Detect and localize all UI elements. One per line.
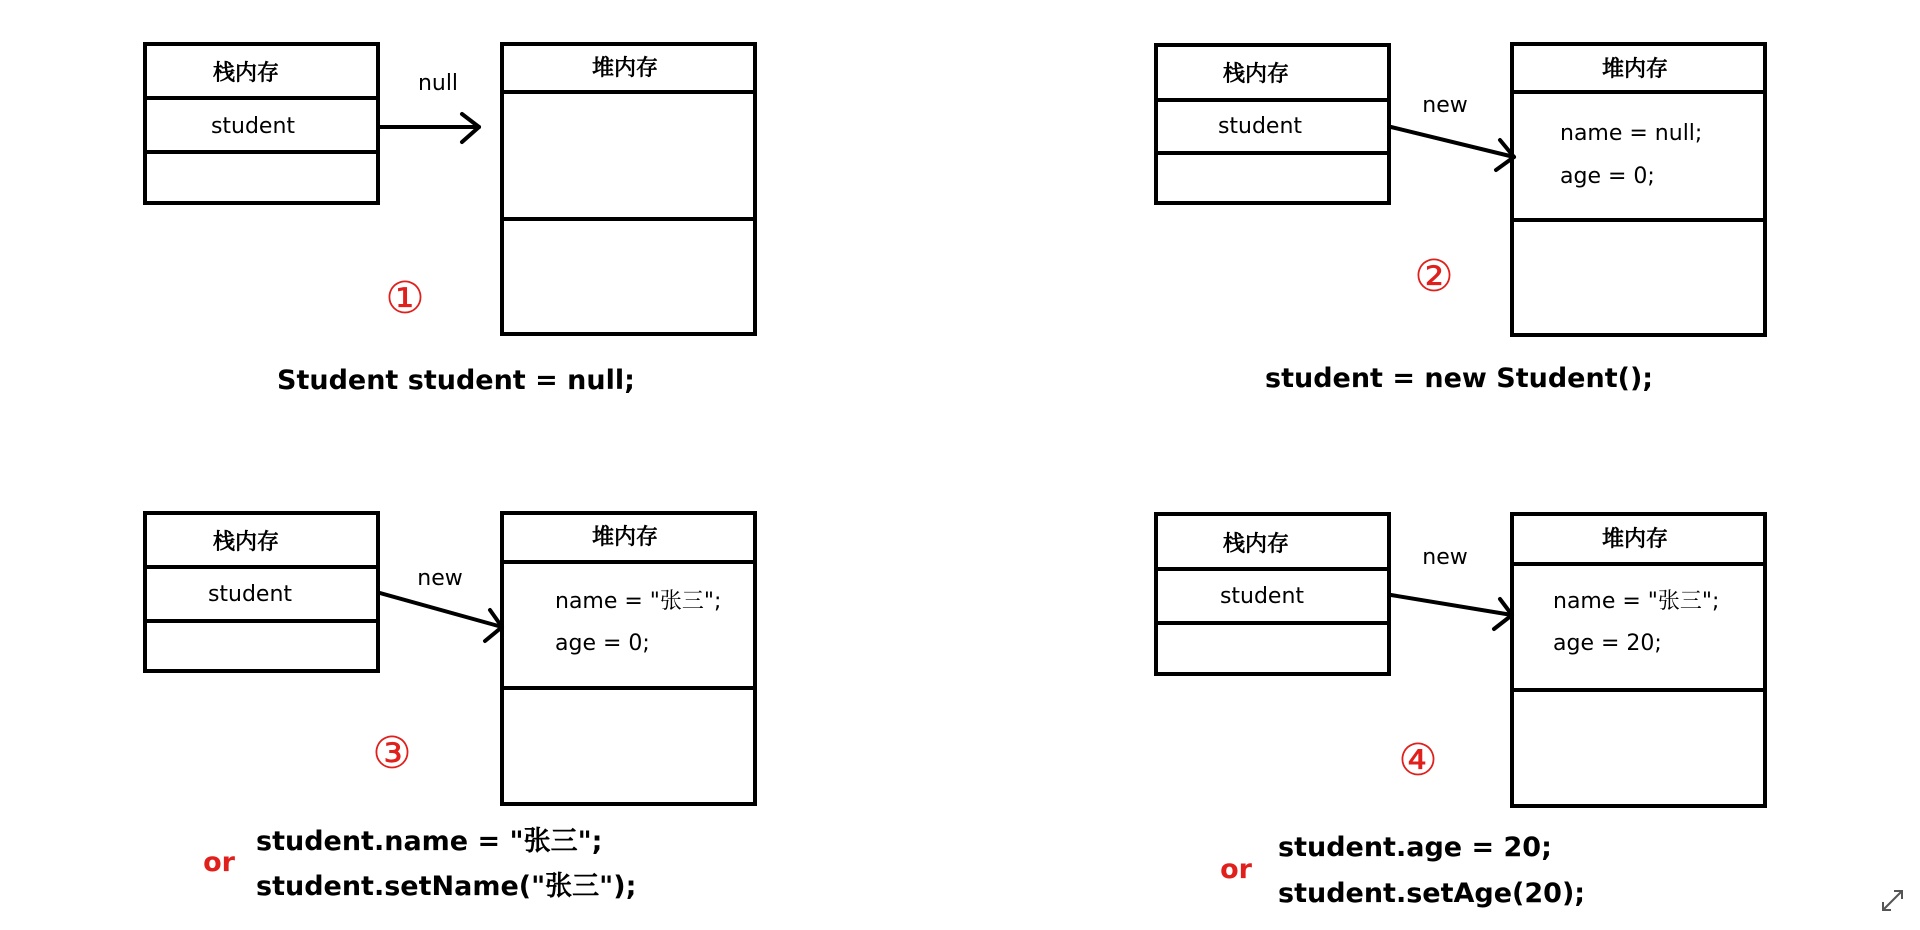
expand-diagonal-icon[interactable] (1878, 886, 1906, 914)
stack-memory-box (145, 513, 380, 671)
reference-arrow (1391, 595, 1512, 629)
step-number: ② (1414, 251, 1454, 302)
or-label: or (203, 847, 235, 878)
reference-arrow (1391, 127, 1514, 170)
step-number: ④ (1398, 735, 1438, 786)
stack-memory-box (145, 44, 380, 203)
stack-memory-box (1156, 514, 1391, 674)
code-line-1: Student student = null; (277, 365, 635, 396)
stack-variable: student (207, 582, 293, 607)
heap-field-2: age = 20; (1553, 631, 1662, 656)
heap-field-2: age = 0; (555, 631, 650, 656)
reference-arrow (380, 593, 502, 641)
stack-title: 栈内存 (1222, 62, 1290, 87)
code-line-1: student = new Student(); (1265, 363, 1654, 394)
stack-title: 栈内存 (1222, 532, 1290, 557)
arrow-label: new (417, 566, 463, 591)
panel-1 (145, 44, 757, 396)
panel-4 (1156, 514, 1767, 909)
or-label: or (1220, 854, 1252, 885)
arrow-label: new (1422, 545, 1468, 570)
reference-arrow (378, 114, 479, 142)
step-number: ③ (372, 728, 412, 779)
heap-memory-box (502, 513, 757, 804)
heap-memory-box (502, 44, 757, 334)
code-line-1: student.age = 20; (1278, 832, 1552, 863)
stack-variable: student (1217, 114, 1303, 139)
stack-memory-box (1156, 45, 1391, 203)
stack-title: 栈内存 (212, 61, 280, 86)
heap-field-2: age = 0; (1560, 164, 1655, 189)
stack-title: 栈内存 (212, 530, 280, 555)
stack-variable: student (210, 114, 296, 139)
heap-field-1: name = "张三"; (555, 589, 722, 614)
heap-field-1: name = "张三"; (1553, 589, 1720, 614)
arrow-label: new (1422, 93, 1468, 118)
heap-title: 堆内存 (591, 56, 659, 81)
code-line-1: student.name = "张三"; (256, 826, 603, 857)
arrow-label: null (417, 71, 459, 96)
heap-title: 堆内存 (1601, 527, 1669, 552)
panel-3 (145, 513, 757, 902)
heap-field-1: name = null; (1560, 121, 1703, 146)
panel-2 (1156, 44, 1767, 394)
stack-variable: student (1219, 584, 1305, 609)
heap-memory-box (1512, 514, 1767, 806)
code-line-2: student.setAge(20); (1278, 878, 1586, 909)
heap-title: 堆内存 (1601, 57, 1669, 82)
step-number: ① (385, 273, 425, 324)
code-line-2: student.setName("张三"); (256, 871, 637, 902)
heap-title: 堆内存 (591, 525, 659, 550)
heap-memory-box (1512, 44, 1767, 335)
